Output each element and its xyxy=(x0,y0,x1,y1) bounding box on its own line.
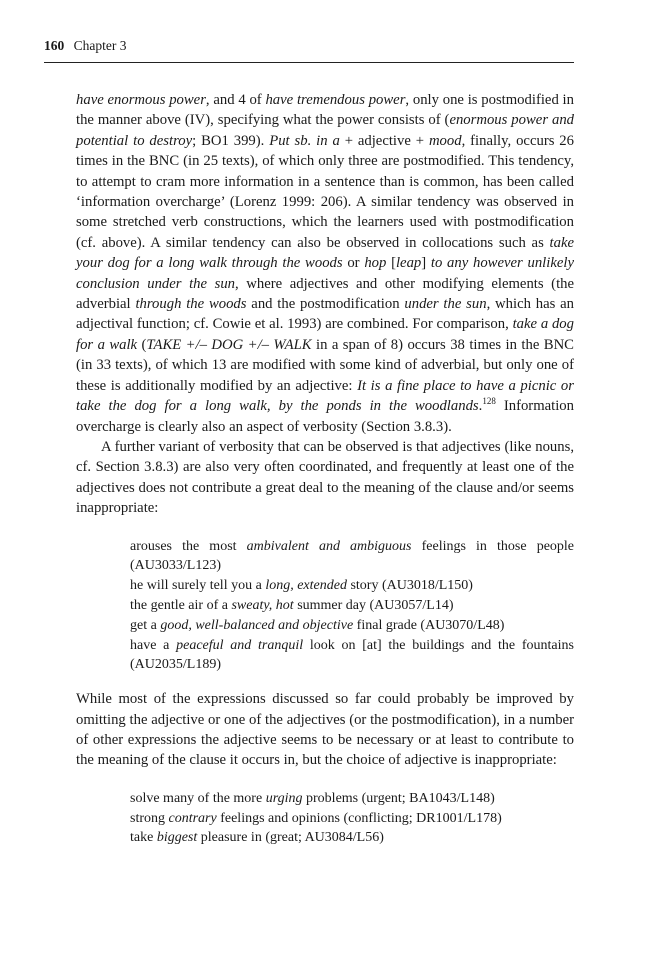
text-run: ] xyxy=(421,255,431,272)
italic-run: peaceful and tranquil xyxy=(176,637,304,653)
italic-run: to any however unlikely conclusion under the sun xyxy=(76,255,574,292)
example-item xyxy=(130,828,574,848)
text-run: . xyxy=(478,398,483,415)
italic-run: through the woods xyxy=(135,296,247,313)
body-text xyxy=(76,90,574,862)
example-item xyxy=(130,809,574,829)
example-item xyxy=(130,616,574,636)
chapter-title: Chapter 3 xyxy=(73,38,127,53)
text-run: , and 4 of xyxy=(205,92,266,108)
text-run: ; BO1 399). xyxy=(192,132,270,149)
example-item xyxy=(130,537,574,577)
text-run: story (AU3018/L150) xyxy=(346,578,473,594)
italic-run: TAKE +/– DOG +/– WALK xyxy=(146,336,312,353)
text-run: pleasure in (great; AU3084/L56) xyxy=(197,830,384,846)
italic-run: under the sun xyxy=(404,296,487,313)
example-item xyxy=(130,576,574,596)
italic-run: urging xyxy=(265,790,303,806)
italic-run: hop xyxy=(364,255,387,272)
example-list-1 xyxy=(130,537,574,676)
italic-run: mood xyxy=(428,132,462,149)
text-run: , which has an adjectival function; cf. Cowie et al. 1993) are combined. For comparison, xyxy=(76,296,574,333)
example-item xyxy=(130,596,574,616)
text-run: A further variant of verbosity that can be observed is that adjectives (like nouns, cf. Section 3.8.3) are also very often coordinated, and frequently at least one of the adjectives does not contribute a great deal to the meaning of the clause and/or seems inappropriate: xyxy=(76,438,574,517)
text-run: and the postmodification xyxy=(246,296,405,313)
text-run: , finally, occurs 26 times in the BNC (in 25 texts), of which only three are postmodified. This tendency, to attempt to cram more information in a sentence than is common, has been called ‘information overcharge’ (Lorenz 1999: 206). A similar tendency was observed in some stretched verb constructions, which the learners used with postmodification (cf. above). A similar tendency can also be observed in collocations such as xyxy=(76,132,574,251)
text-run: look on [at] the buildings and the fountains (AU2035/L189) xyxy=(130,637,574,673)
text-run: in a span of 8) occurs 38 times in the BNC (in 33 texts), of which 13 are modified with some kind of adverbial, but only one of these is additionally modified by an adjective: xyxy=(76,336,574,394)
paragraph-3 xyxy=(76,689,574,771)
italic-run: contrary xyxy=(168,810,217,826)
text-run: feelings and opinions (conflicting; DR1001/L178) xyxy=(216,810,502,826)
text-run: + adjective + xyxy=(339,132,429,149)
text-run: , only one is postmodified in the manner above (IV), specifying what the power consists of ( xyxy=(76,92,574,129)
text-run: the gentle air of a xyxy=(130,597,232,613)
page-number: 160 xyxy=(44,38,65,53)
text-run: final grade (AU3070/L48) xyxy=(353,617,505,633)
italic-run: long, extended xyxy=(265,578,347,594)
text-run: summer day (AU3057/L14) xyxy=(293,597,454,613)
italic-run: leap xyxy=(395,255,422,272)
text-run: arouses the most xyxy=(130,538,247,554)
example-list-2 xyxy=(130,789,574,848)
text-run: [ xyxy=(386,255,396,272)
italic-run: enormous power and potential to destroy xyxy=(76,112,575,149)
italic-run: sweaty, hot xyxy=(231,597,294,613)
italic-run: take your dog for a long walk through the woods xyxy=(76,234,574,272)
italic-run: Put sb. in a xyxy=(269,132,340,149)
text-run: feelings in those people (AU3033/L123) xyxy=(130,538,575,574)
italic-run: have enormous power xyxy=(76,92,206,108)
paragraph-1 xyxy=(76,90,574,437)
italic-run: It is a fine place to have a picnic or take the dog for a long walk, by the ponds in the woodlands xyxy=(76,377,574,415)
text-run: get a xyxy=(130,617,161,633)
text-run: or xyxy=(342,255,365,272)
italic-run: have tremendous power xyxy=(265,92,406,108)
text-run: , where adjectives and other modifying elements (the adverbial xyxy=(76,275,575,313)
text-run: Information overcharge is clearly also an aspect of verbosity (Section 3.8.3). xyxy=(76,398,574,435)
example-item xyxy=(130,636,574,676)
text-run: problems (urgent; BA1043/L148) xyxy=(302,790,495,806)
running-header xyxy=(44,38,574,63)
italic-run: good, well-balanced and objective xyxy=(160,617,354,633)
text-run: solve many of the more xyxy=(130,790,266,806)
text-run: ( xyxy=(137,336,147,353)
text-run: strong xyxy=(130,810,169,826)
text-run: he will surely tell you a xyxy=(130,578,266,594)
text-run: take xyxy=(130,830,157,846)
footnote-ref: 128 xyxy=(482,396,496,407)
example-item xyxy=(130,789,574,809)
italic-run: ambivalent and ambiguous xyxy=(246,538,412,554)
text-run: have a xyxy=(130,637,177,653)
italic-run: take a dog for a walk xyxy=(76,316,574,353)
paragraph-2 xyxy=(76,437,574,519)
text-run: While most of the expressions discussed so far could probably be improved by omitting the adjective or one of the adjectives (or the postmodification), in a number of other expressions the adjective seems to be necessary or at least to contribute to the meaning of the clause it occurs in, but the choice of adjective is inappropriate: xyxy=(76,691,574,769)
italic-run: biggest xyxy=(156,830,198,846)
